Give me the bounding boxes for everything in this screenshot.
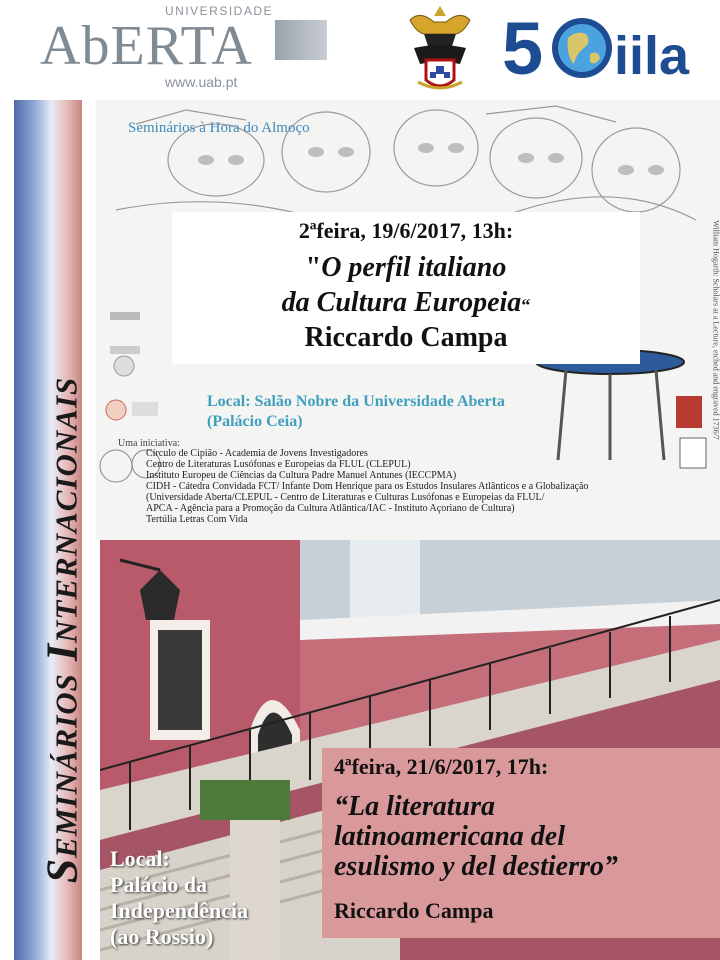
organizer-item: Instituto Europeu de Ciências da Cultura Padre Manuel Antunes (IECCPMA): [146, 470, 457, 481]
talk1-speaker: Riccardo Campa: [304, 322, 508, 353]
talk2-box: [322, 748, 720, 938]
organizers-list: [146, 448, 588, 525]
uab-logo-label: UNIVERSIDADE: [165, 4, 274, 18]
uab-logo-name: AbERTA: [40, 15, 253, 77]
talk1-location-line2: (Palácio Ceia): [207, 413, 303, 430]
talk2-location-line3: Independência: [110, 898, 249, 923]
talk1-quote-open: ": [305, 252, 322, 283]
talk2-location-line1: Local:: [110, 846, 170, 871]
talk2-location-line4: (ao Rossio): [110, 924, 214, 949]
organizer-item: Círculo de Cipião - Academia de Jovens Investigadores: [146, 448, 368, 459]
talk2-title-line3: esulismo y del destierro”: [334, 851, 618, 882]
svg-text:5: 5: [502, 7, 544, 84]
talk1-location-line1: Local: Salão Nobre da Universidade Aberta: [207, 393, 505, 410]
crest-icon: [400, 2, 480, 96]
organizer-item: Tertúlia Letras Com Vida: [146, 514, 248, 525]
talk1-location: [207, 392, 505, 432]
sidebar-title: Seminários Internacionais: [37, 376, 87, 884]
organizer-item: (Universidade Aberta/CLEPUL - Centro de Literaturas e Culturas Lusófonas e Europeias da FLUL/: [146, 492, 545, 503]
talk1-title-line1: O perfil italiano: [321, 252, 507, 283]
uab-url: www.uab.pt: [165, 74, 238, 90]
talk2-speaker: Riccardo Campa: [334, 898, 494, 923]
talk1-quote-close: “: [521, 295, 531, 315]
talk2-location: [110, 846, 248, 950]
talk1-date: 2ªfeira, 19/6/2017, 13h:: [298, 218, 514, 243]
talk2-date: 4ªfeira, 21/6/2017, 17h:: [334, 754, 549, 779]
uab-logo-block: [275, 20, 327, 60]
talk2-title: [334, 792, 618, 882]
organizers-title: Uma iniciativa:: [118, 438, 180, 449]
engraving-credit: William Hogarth: Scholars at a Lecture, etched and engraved 1736/7: [711, 220, 720, 440]
organizer-item: CIDH - Cátedra Convidada FCT/ Infante Dom Henrique para os Estudos Insulares Atlânticos e a Globalização: [146, 481, 589, 492]
organizer-item: Centro de Literaturas Lusófonas e Europeias da FLUL (CLEPUL): [146, 459, 411, 470]
talk1-box: [172, 212, 640, 364]
talk2-title-line1: “La literatura: [334, 791, 496, 822]
iila-50-logo: [502, 4, 718, 84]
talk1-title: [172, 250, 640, 323]
organizer-item: APCA - Agência para a Promoção da Cultura Atlântica/IAC - Instituto Açoriano de Cultura): [146, 503, 515, 514]
svg-text:iila: iila: [614, 26, 690, 84]
talk2-title-line2: latinoamericana del: [334, 821, 565, 852]
header: [0, 0, 720, 98]
talk1-title-line2: da Cultura Europeia: [281, 287, 522, 318]
series-title: Seminários à Hora do Almoço: [128, 120, 310, 136]
sidebar-band: [14, 100, 87, 960]
talk2-location-line2: Palácio da: [110, 872, 208, 897]
